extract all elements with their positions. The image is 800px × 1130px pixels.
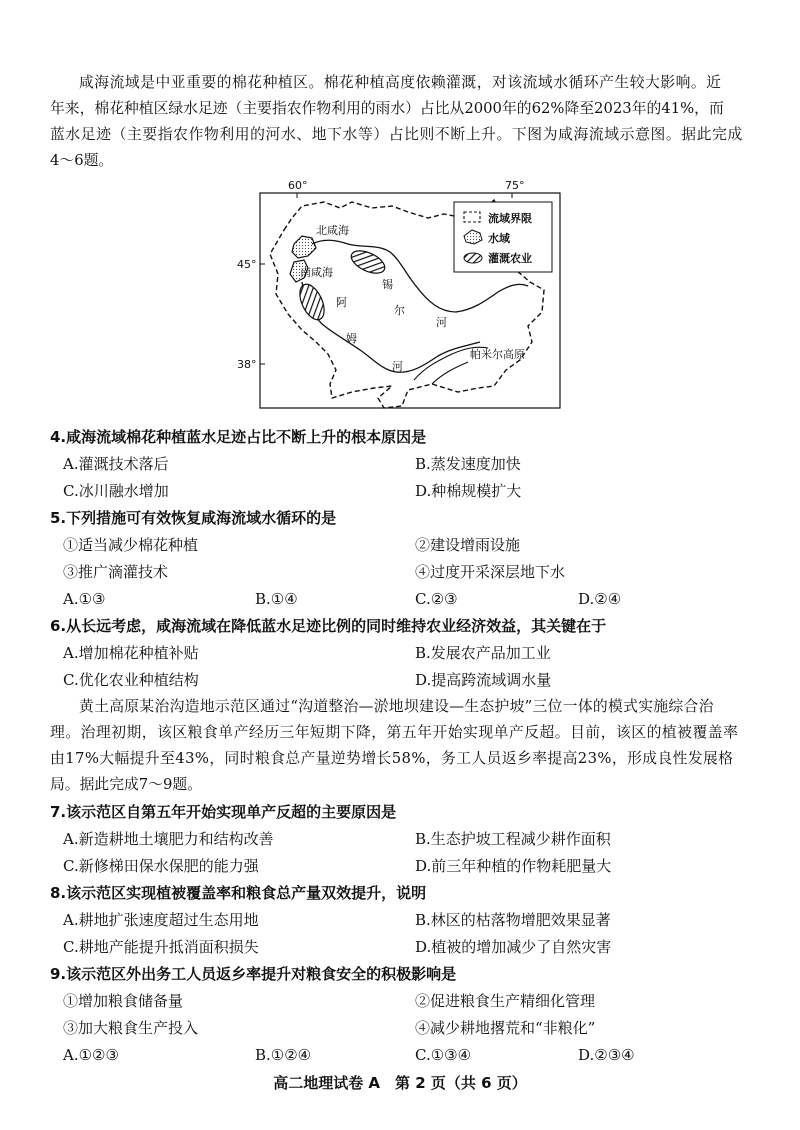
q5-option-d[interactable]: D.②④ — [578, 590, 622, 608]
q6-option-b[interactable]: B.发展农产品加工业 — [415, 644, 551, 662]
q5-option-c[interactable]: C.②③ — [415, 590, 458, 608]
intro2-line-1: 黄土高原某治沟造地示范区通过“沟道整治—淤地坝建设—生态护坡”三位一体的模式实施综合治 — [79, 698, 714, 715]
q4-option-b[interactable]: B.蒸发速度加快 — [415, 455, 521, 473]
q9-option-a[interactable]: A.①②③ — [63, 1046, 119, 1064]
q4-stem: 4.咸海流域棉花种植蓝水足迹占比不断上升的根本原因是 — [50, 428, 427, 446]
q9-item-2: ②促进粮食生产精细化管理 — [415, 992, 596, 1010]
intro2-line-4: 局。据此完成7～9题。 — [50, 776, 203, 793]
label-amu-1: 阿 — [336, 296, 347, 309]
aral-sea-basin-map — [232, 178, 572, 410]
q9-item-1: ①增加粮食储备量 — [63, 992, 184, 1010]
q6-option-d[interactable]: D.提高跨流域调水量 — [415, 671, 552, 689]
q8-option-d[interactable]: D.植被的增加减少了自然灾害 — [415, 938, 612, 956]
label-syr-1: 锡 — [382, 278, 393, 291]
label-pamir: 帕米尔高原 — [470, 348, 525, 361]
intro2-line-3: 由17%大幅提升至43%，同时粮食总产量逆势增长58%，务工人员返乡率提高23%，形成良性发展格 — [50, 750, 734, 767]
legend-water-label: 水域 — [488, 232, 510, 245]
q4-option-d[interactable]: D.种棉规模扩大 — [415, 482, 522, 500]
q5-item-1: ①适当减少棉花种植 — [63, 536, 199, 554]
q9-option-d[interactable]: D.②③④ — [578, 1046, 635, 1064]
q9-item-4: ④减少耕地撂荒和“非粮化” — [415, 1019, 596, 1037]
q7-option-b[interactable]: B.生态护坡工程减少耕作面积 — [415, 830, 611, 848]
q4-option-c[interactable]: C.冰川融水增加 — [63, 482, 169, 500]
q7-stem: 7.该示范区自第五年开始实现单产反超的主要原因是 — [50, 803, 397, 821]
q7-option-c[interactable]: C.新修梯田保水保肥的能力强 — [63, 857, 259, 875]
q8-option-a[interactable]: A.耕地扩张速度超过生态用地 — [63, 911, 259, 929]
lat-label-45: 45° — [237, 258, 257, 271]
q5-option-b[interactable]: B.①④ — [255, 590, 298, 608]
label-north-aral: 北咸海 — [316, 224, 349, 237]
q8-option-b[interactable]: B.林区的枯落物增肥效果显著 — [415, 911, 611, 929]
legend-boundary-label: 流域界限 — [488, 212, 532, 225]
q9-item-3: ③加大粮食生产投入 — [63, 1019, 199, 1037]
q5-item-2: ②建设增雨设施 — [415, 536, 521, 554]
q9-stem: 9.该示范区外出务工人员返乡率提升对粮食安全的积极影响是 — [50, 965, 457, 983]
label-syr-3: 河 — [436, 316, 447, 329]
lon-label-60: 60° — [288, 179, 308, 192]
q5-item-4: ④过度开采深层地下水 — [415, 563, 566, 581]
label-syr-2: 尔 — [394, 304, 405, 317]
q8-stem: 8.该示范区实现植被覆盖率和粮食总产量双效提升，说明 — [50, 884, 427, 902]
q6-option-c[interactable]: C.优化农业种植结构 — [63, 671, 199, 689]
intro2-line-2: 理。治理初期，该区粮食单产经历三年短期下降，第五年开始实现单产反超。目前，该区的植被覆盖率 — [50, 724, 739, 741]
intro1-line-2: 年来，棉花种植区绿水足迹（主要指农作物利用的雨水）占比从2000年的62%降至2023年的41%，而 — [50, 100, 724, 117]
lat-label-38: 38° — [237, 358, 257, 371]
intro1-line-4: 4～6题。 — [50, 152, 114, 169]
intro1-line-3: 蓝水足迹（主要指农作物利用的河水、地下水等）占比则不断上升。下图为咸海流域示意图。据此完成 — [50, 126, 743, 143]
page-footer: 高二地理试卷 A 第 2 页（共 6 页） — [273, 1074, 527, 1092]
q5-stem: 5.下列措施可有效恢复咸海流域水循环的是 — [50, 509, 337, 527]
legend-irrigation-symbol — [464, 253, 482, 263]
label-amu-3: 河 — [392, 360, 403, 373]
q5-option-a[interactable]: A.①③ — [63, 590, 106, 608]
q5-item-3: ③推广滴灌技术 — [63, 563, 169, 581]
label-south-aral: 南咸海 — [300, 266, 333, 279]
intro1-line-1: 咸海流域是中亚重要的棉花种植区。棉花种植高度依赖灌溉，对该流域水循环产生较大影响。近 — [79, 74, 722, 91]
q8-option-c[interactable]: C.耕地产能提升抵消面积损失 — [63, 938, 259, 956]
q7-option-d[interactable]: D.前三年种植的作物耗肥量大 — [415, 857, 612, 875]
q4-option-a[interactable]: A.灌溉技术落后 — [63, 455, 169, 473]
q9-option-c[interactable]: C.①③④ — [415, 1046, 472, 1064]
lon-label-75: 75° — [505, 179, 525, 192]
q9-option-b[interactable]: B.①②④ — [255, 1046, 312, 1064]
q6-option-a[interactable]: A.增加棉花种植补贴 — [63, 644, 199, 662]
q6-stem: 6.从长远考虑，咸海流域在降低蓝水足迹比例的同时维持农业经济效益，其关键在于 — [50, 617, 607, 635]
legend-irrigation-label: 灌溉农业 — [488, 252, 532, 265]
label-amu-2: 姆 — [346, 332, 357, 345]
q7-option-a[interactable]: A.新造耕地土壤肥力和结构改善 — [63, 830, 274, 848]
